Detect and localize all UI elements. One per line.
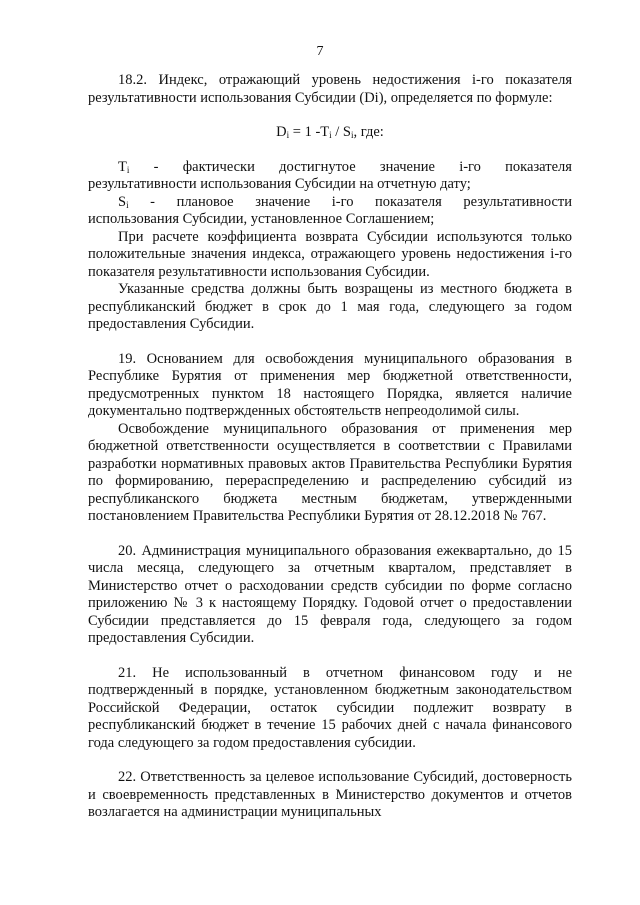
paragraph-21: 21. Не использованный в отчетном финансовом году и не подтвержденный в порядке, установленном бюджетным законодательством Российской Федерации, остаток субсидии подлежит возврату в республиканский бюджет в течение 15 рабочих дней с начала финансового года следующего за годом предоставления субсидии. [88,664,572,751]
def-word: показателя [505,158,572,175]
page-number: 7 [316,44,324,59]
definition-s-line1 [118,194,572,212]
def-word: результативности [463,193,572,210]
paragraph-19-b: Освобождение муниципального образования от применения мер бюджетной ответственности осуществляется в соответствии с Правилами разработки нормативных правовых актов Правительства Республики Бурятия по формированию, перераспределению и распределению субсидий из республиканского бюджета местным бюджетам, утвержденными постановлением Правительства Республики Бурятия от 28.12.2018 № 767. [88,420,572,524]
definition-t-line1 [118,159,572,177]
paragraph-19: 19. Основанием для освобождения муниципального образования в Республике Бурятия от применения мер бюджетной ответственности, предусмотренных пунктом 18 настоящего Порядка, является наличие документально подтвержденных обстоятельств непреодолимой силы. [88,350,572,419]
paragraph-22: 22. Ответственность за целевое использование Субсидий, достоверность и своевременность представленных в Министерство документов и отчетов возлагается на администрации муниципальных [88,769,572,820]
def-word: значение [255,193,311,210]
definition-t [88,159,572,177]
paragraph-calc: При расчете коэффициента возврата Субсидии используются только положительные значения индекса, отражающего уровень недостижения i-го показателя результативности использования Субсидии. [88,228,572,280]
def-word: достигнутое [279,158,356,175]
def-word: плановое [176,193,234,210]
formula-sub-1: i [286,130,290,140]
formula-slash: / S [331,124,351,140]
definition-t-rest: результативности использования Субсидии на отчетную дату; [88,176,471,192]
def-word: i-го [459,158,481,175]
definition-s-symbol: $S_i$ [118,193,129,210]
def-word: показателя [375,193,442,210]
paragraph-18-2: 18.2. Индекс, отражающий уровень недостижения i-го показателя результативности использования Субсидии (Di), определяется по формуле: [88,72,572,106]
paragraph-20: 20. Администрация муниципального образования ежеквартально, до 15 числа месяца, следующего за отчетным кварталом, представляет в Министерство отчет о расходовании средств субсидии по форме согласно приложению № 3 к настоящему Порядку. Годовой отчет о предоставлении Субсидии представляется до 15 февраля года, следующего за годом предоставления Субсидии. [88,542,572,646]
definition-s [88,194,572,212]
document-body [88,72,572,822]
formula-d: D [276,124,287,140]
def-word: - [150,193,155,210]
def-word: i-го [331,193,354,210]
def-word: значение [379,158,435,175]
formula-mid: = 1 -T [289,124,330,140]
formula-sub-3: i [351,130,354,140]
def-word: - [153,158,159,175]
def-word: фактически [182,158,255,175]
paragraph-return: Указанные средства должны быть возращены из местного бюджета в республиканский бюджет в срок до 1 мая года, следующего за годом предоставления Субсидии. [88,281,572,332]
formula-tail: , где: [353,124,384,140]
definition-t-symbol: $T_i$ [118,158,130,175]
formula-sub-2: i [329,130,332,140]
definition-s-rest: использования Субсидии, установленное Соглашением; [88,211,435,227]
formula [88,124,572,142]
